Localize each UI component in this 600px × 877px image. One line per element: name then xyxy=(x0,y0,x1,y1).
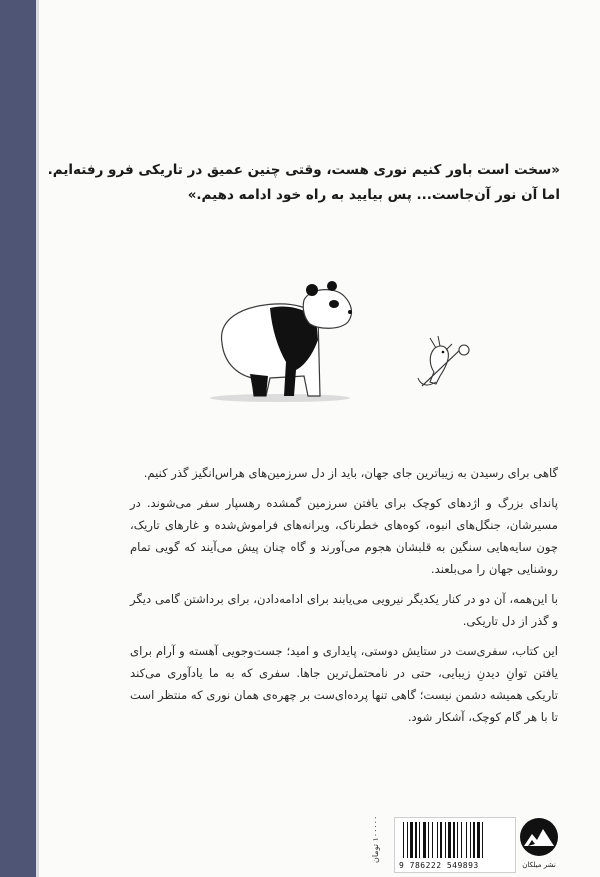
blurb-paragraph-3: با این‌همه، آن دو در کنار یکدیگر نیرویی می‌یابند برای ادامه‌دادن، برای برداشتن گامی دیگر و گذر از دل تاریکی. xyxy=(130,592,558,628)
book-spine xyxy=(0,0,36,877)
publisher-name: نشر میلکان xyxy=(522,861,556,869)
back-cover xyxy=(39,0,600,877)
panda-eye-patch xyxy=(329,300,339,308)
cover-quote xyxy=(47,158,560,208)
barcode-digits: 9 786222 549893 xyxy=(399,861,479,870)
panda-ear-right xyxy=(327,281,337,291)
blurb-paragraph-1: گاهی برای رسیدن به زیباترین جای جهان، باید از دل سرزمین‌های هراس‌انگیز گذر کنیم. xyxy=(143,466,558,480)
publisher-logo xyxy=(518,816,560,868)
isbn-barcode xyxy=(394,817,516,873)
quote-line-2: اما آن نور آن‌جاست... پس بیایید به راه خود ادامه دهیم.» xyxy=(187,187,560,203)
dragon-figure xyxy=(418,336,469,386)
panda-ear-left xyxy=(306,284,318,296)
ground-shadow xyxy=(210,394,350,402)
price-label: ۱۰۰۰۰۰ تومان xyxy=(371,816,380,864)
panda-nose xyxy=(348,310,352,314)
panda-dragon-illustration xyxy=(200,278,490,408)
blurb-paragraph-4: این کتاب، سفری‌ست در ستایش دوستی، پایداری و امید؛ جست‌وجویی آهسته و آرام برای یافتن توانِ دیدنِ زیبایی، حتی در نامحتمل‌ترین جاها. سفری که به ما یادآوری می‌کند تاریکی همیشه دشمن نیست؛ گاهی تنها پرده‌ای‌ست بر چهره‌ی همان نوری که منتظر است تا با هر گام کوچک، آشکار شود. xyxy=(130,644,558,724)
quote-line-1: «سخت است باور کنیم نوری هست، وقتی چنین عمیق در تاریکی فرو رفته‌ایم. xyxy=(47,162,560,178)
publisher-logo-icon xyxy=(518,816,560,858)
blurb-paragraph-2: پاندای بزرگ و اژدهای کوچک برای یافتن سرزمین گمشده رهسپار سفر می‌شوند. در مسیرشان، جنگل‌های انبوه، کوه‌های خطرناک، ویرانه‌های فراموش‌شده و غارهای تاریک، چون سایه‌هایی سنگین به قلبشان هجوم می‌آورند و گاه چنان پیش می‌آیند که گویی تمام روشنایی جهان را می‌بلعند. xyxy=(130,496,558,576)
barcode-bars xyxy=(401,822,509,858)
panda-back-leg xyxy=(250,374,268,396)
back-cover-blurb xyxy=(130,462,558,736)
